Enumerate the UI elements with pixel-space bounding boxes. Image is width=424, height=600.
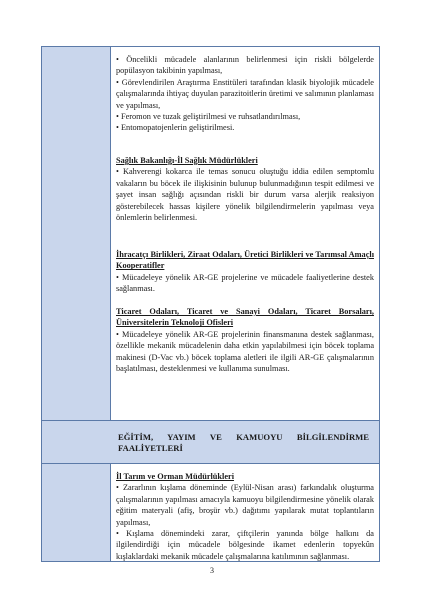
section-heading: Ticaret Odaları, Ticaret ve Sanayi Odaları, Ticaret Borsaları, Üniversitelerin Teknoloji Ofisleri: [116, 307, 374, 328]
section-heading: Sağlık Bakanlığı-İl Sağlık Müdürlükleri: [116, 156, 258, 165]
page-number: 3: [210, 566, 214, 575]
block-exporter-unions: [116, 249, 374, 295]
section-title: EĞİTİM, YAYIM VE KAMUOYU BİLGİLENDİRME FAALİYETLERİ: [118, 432, 369, 453]
section-header-band: [42, 420, 379, 464]
list-item: • Görevlendirilen Araştırma Enstitüleri tarafından klasik biyolojik mücadele çalışmalarında ihtiyaç duyulan parazitoitlerin üretimi ve salımının planlaması ve yapılması,: [116, 77, 374, 110]
list-item: • Feromon ve tuzak geliştirilmesi ve ruhsatlandırılması,: [116, 112, 301, 122]
list-item: • Entomopatojenlerin geliştirilmesi.: [116, 123, 235, 133]
list-item: • Öncelikli mücadele alanlarının belirlenmesi için riskli bölgelerde popülasyon takibinin yapılması,: [116, 55, 374, 76]
section-heading: İl Tarım ve Orman Müdürlükleri: [116, 472, 235, 481]
content-table: [41, 46, 380, 562]
right-column: [111, 47, 379, 561]
block-priority-measures: [116, 54, 374, 134]
list-item: • Mücadeleye yönelik AR-GE projelerinin finansmanına destek sağlanması, özellikle mekanik mücadelenin daha etkin yapılabilmesi için böcek toplama makinesi (D-Vac vb.) böcek toplama aletleri ile ilgili AR-GE çalışmalarının başlatılması, desteklenmesi ve kullanıma sunulması.: [116, 329, 374, 374]
left-column: [42, 47, 111, 561]
section-heading: İhracatçı Birlikleri, Ziraat Odaları, Üretici Birlikleri ve Tarımsal Amaçlı Kooperatifler: [116, 250, 374, 271]
list-item: • Kışlama dönemindeki zarar, çiftçilerin yanında bölge halkını da ilgilendirdiği için mücadele bölgesinde ikamet edenlerin topyekûn kışlaklardaki mekanik mücadele çalışmalarına katılımının sağlanması.: [116, 529, 374, 561]
block-health-ministry: [116, 155, 374, 223]
list-item: • Mücadeleye yönelik AR-GE projelerine ve mücadele faaliyetlerine destek sağlanması.: [116, 272, 374, 294]
list-item: • Zararlının kışlama döneminde (Eylül-Nisan arası) farkındalık oluşturma çalışmalarının yapılması amacıyla kamuoyu bilgilendirmesine yönelik olarak eğitim materyali (afiş, broşür vb.) dağıtımı yapılarak mutat toplantıların yapılması,: [116, 483, 374, 527]
list-item: • Kahverengi kokarca ile temas sonucu oluştuğu iddia edilen semptomlu vakaların bu böcek ile ilişkisinin bulunup bulunmadığının tespit edilmesi ve şayet insan sağlığı açısından riskli bir durum varsa alerjik reaksiyon gösterebilecek hassas kişilere yönelik bilgilendirmelerin yapılması veya önlemlerin belirlenmesi.: [116, 167, 374, 223]
block-provincial-directorates: [116, 471, 374, 562]
block-chambers-of-commerce: [116, 306, 374, 374]
